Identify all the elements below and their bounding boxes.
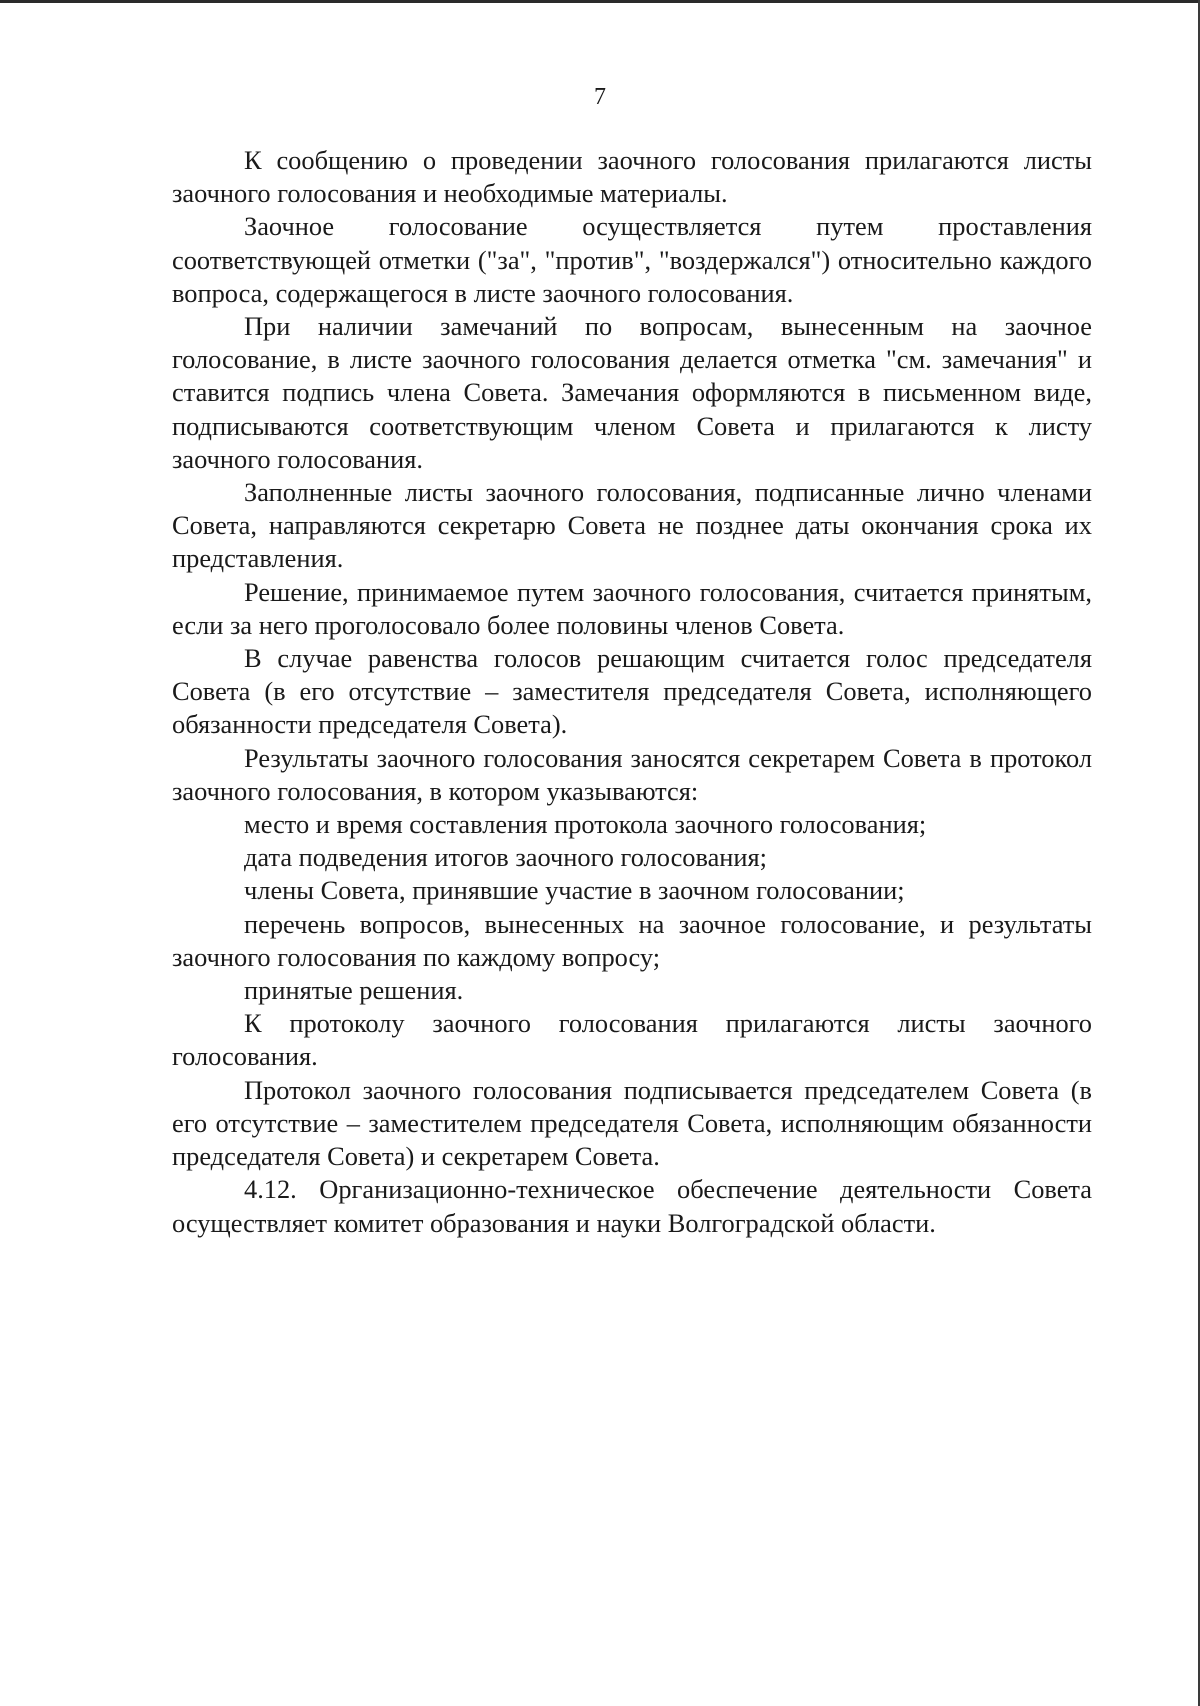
- list-item-date: дата подведения итогов заочного голосования;: [244, 842, 768, 873]
- paragraph-section-4-12: 4.12. Организационно-техническое обеспечение деятельности Совета осуществляет комитет образования и науки Волгоградской области.: [172, 1174, 1092, 1238]
- paragraph-protocol-signing: Протокол заочного голосования подписывается председателем Совета (в его отсутствие – заместителем председателя Совета, исполняющим обязанности председателя Совета) и секретарем Совета.: [172, 1074, 1092, 1172]
- paragraph-protocol-attachments: К протоколу заочного голосования прилагаются листы заочного голосования.: [172, 1008, 1092, 1072]
- paragraph-decision: Решение, принимаемое путем заочного голосования, считается принятым, если за него проголосовало более половины членов Совета.: [172, 576, 1092, 640]
- paragraph-remarks: При наличии замечаний по вопросам, вынесенным на заочное голосование, в листе заочного голосования делается отметка "см. замечания" и ставится подпись члена Совета. Замечания оформляются в письменном виде, подписываются соответствующим членом Совета и прилагаются к листу заочного голосования.: [172, 311, 1092, 474]
- list-item-place-time: место и время составления протокола заочного голосования;: [244, 809, 927, 840]
- list-item-questions: перечень вопросов, вынесенных на заочное голосование, и результаты заочного голосования по каждому вопросу;: [172, 908, 1092, 972]
- paragraph-voting-method: Заочное голосование осуществляется путем проставления соответствующей отметки ("за", "против", "воздержался") относительно каждого вопроса, содержащегося в листе заочного голосования.: [172, 211, 1092, 308]
- paragraph-tie-vote: В случае равенства голосов решающим считается голос председателя Совета (в его отсутствие – заместителя председателя Совета, исполняющего обязанности председателя Совета).: [172, 643, 1092, 740]
- paragraph-attachments: К сообщению о проведении заочного голосования прилагаются листы заочного голосования и необходимые материалы.: [172, 145, 1092, 209]
- scan-edge-top: [0, 0, 1200, 3]
- page-number: 7: [594, 84, 606, 110]
- paragraph-submission: Заполненные листы заочного голосования, подписанные лично членами Совета, направляются секретарю Совета не позднее даты окончания срока их представления.: [172, 477, 1092, 574]
- paragraph-results: Результаты заочного голосования заносятся секретарем Совета в протокол заочного голосования, в котором указываются:: [172, 742, 1092, 806]
- document-body: [172, 144, 1092, 1240]
- list-item-members: члены Совета, принявшие участие в заочном голосовании;: [244, 875, 905, 906]
- list-item-decisions: принятые решения.: [244, 975, 464, 1006]
